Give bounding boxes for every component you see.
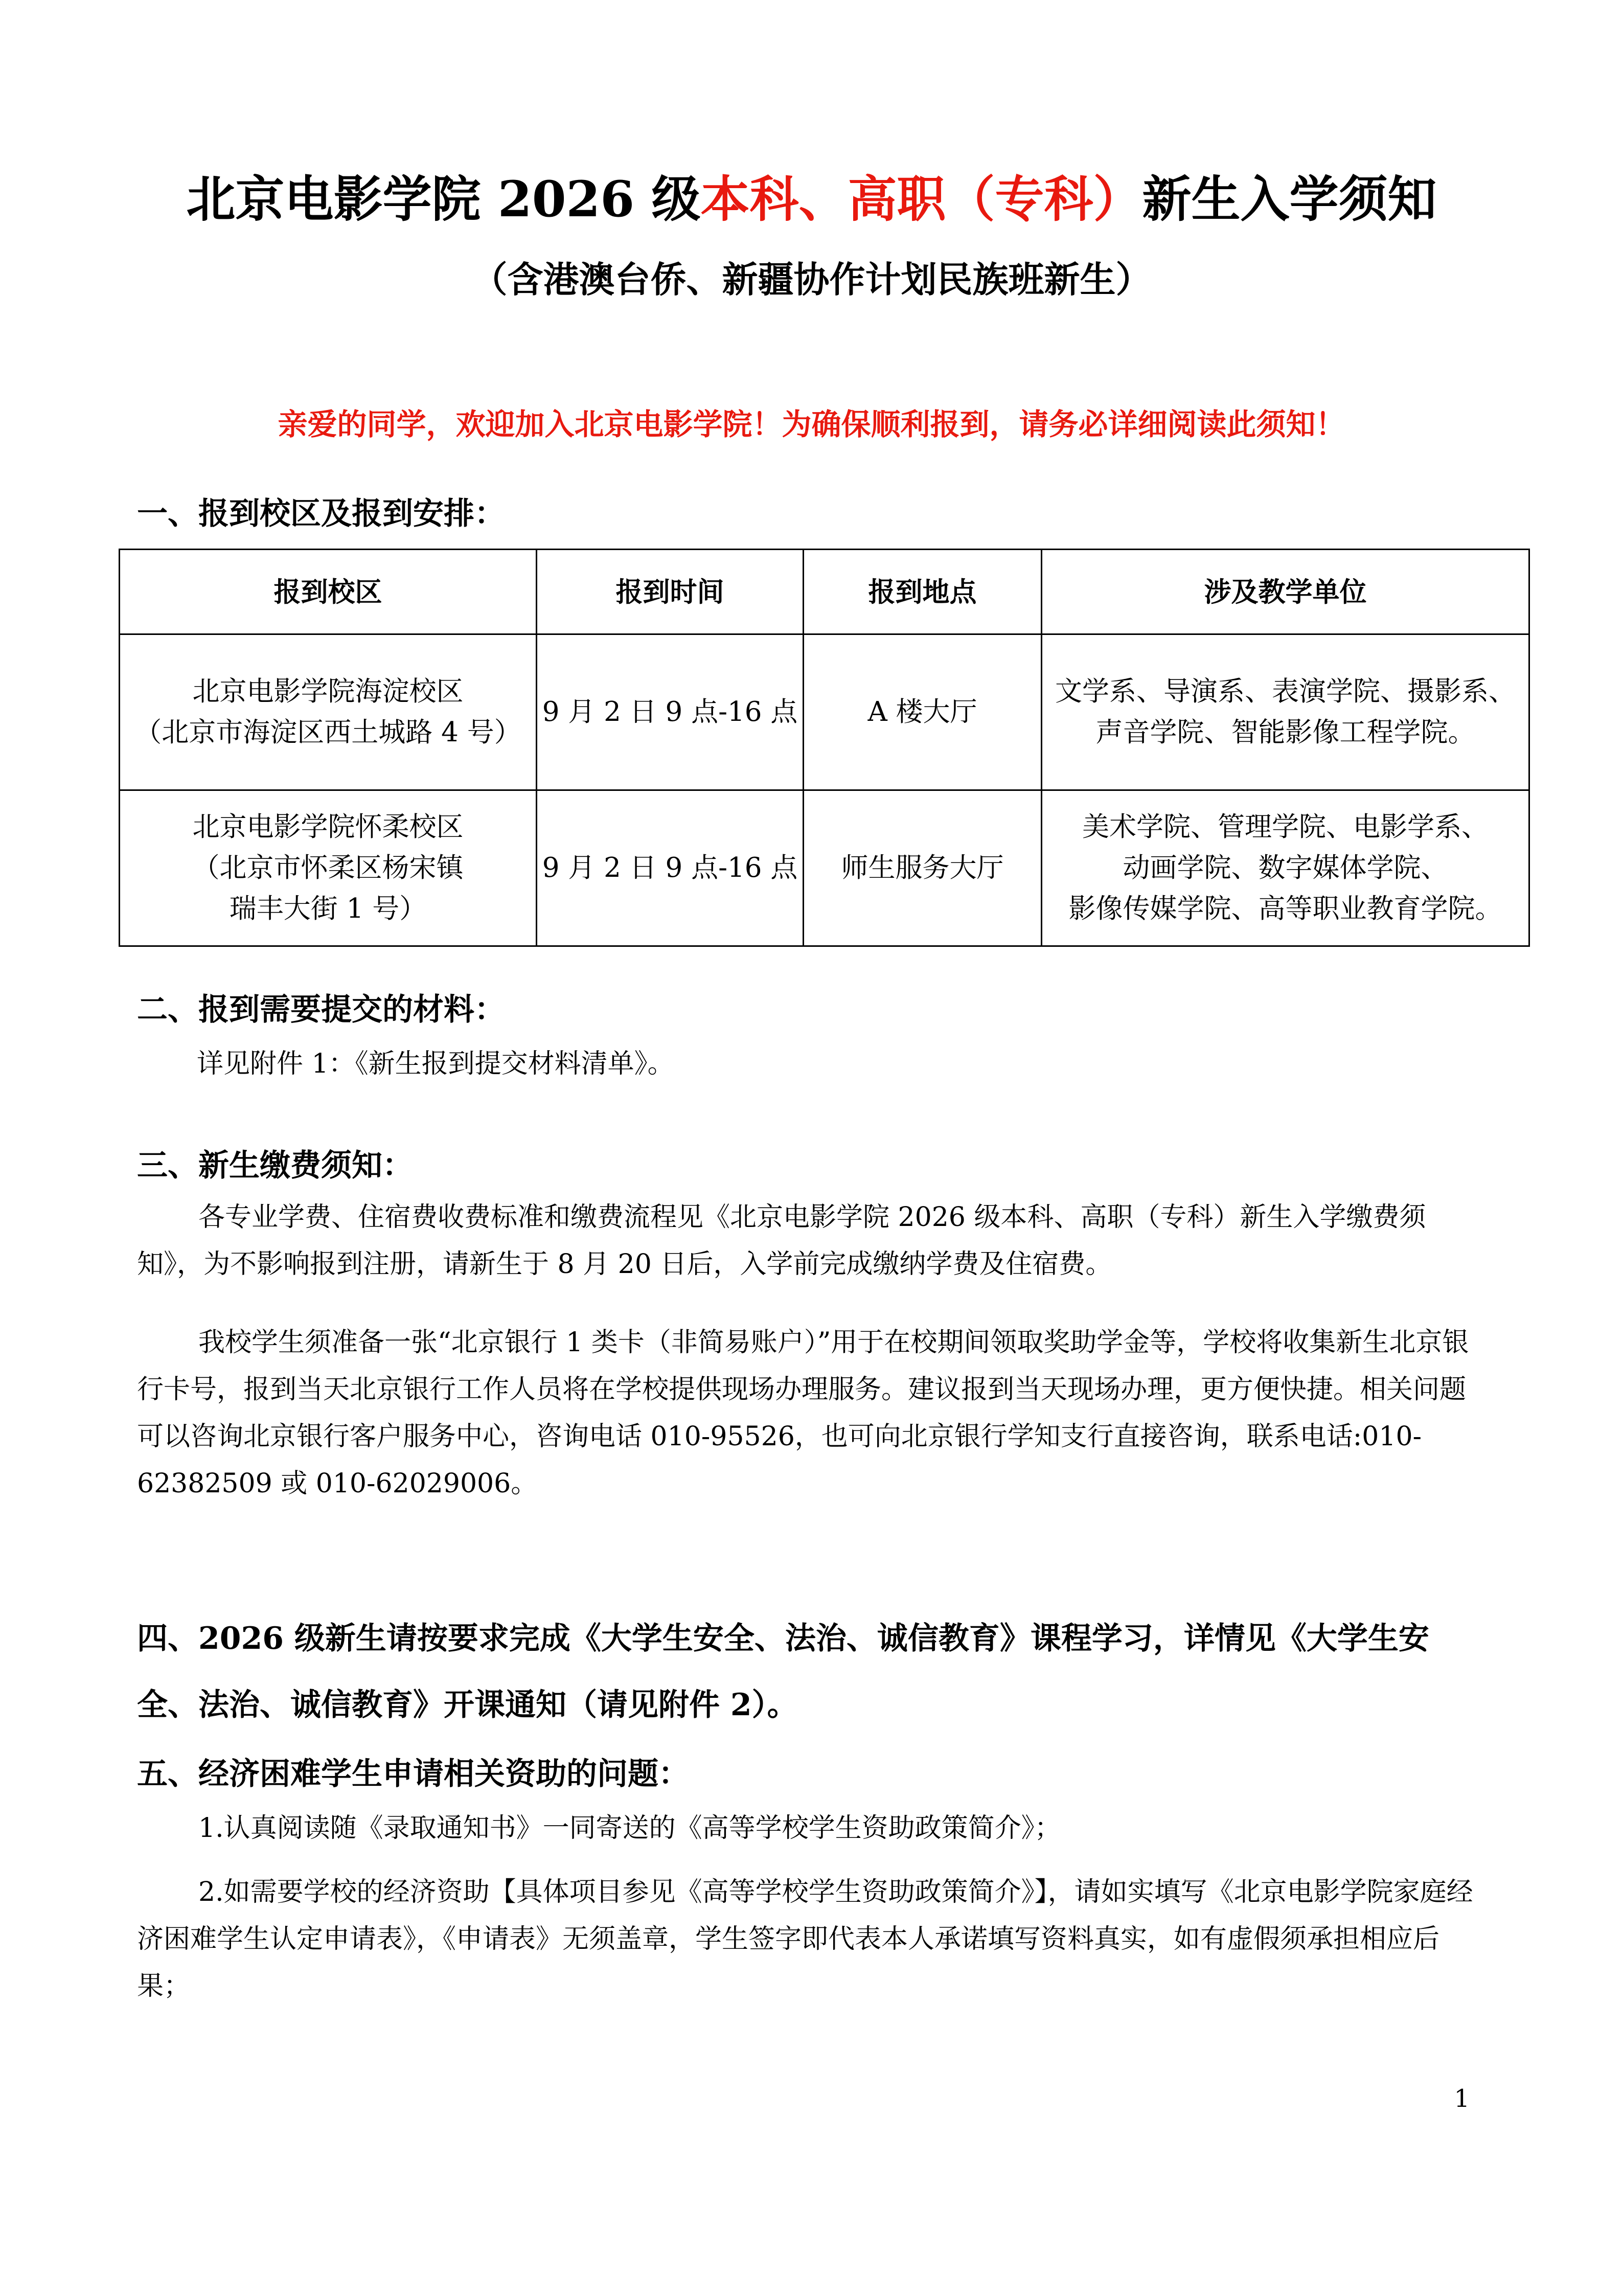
section3-paragraph: 各专业学费、住宿费收费标准和缴费流程见《北京电影学院 2026 级本科、高职（专科）新生入学缴费须知》，为不影响报到注册，请新生于 8 月 20 日后，入学前完成缴纳学费及住宿费。 [137, 1202, 1426, 1280]
units-cell [1042, 634, 1529, 790]
units-line: 文学系、导演系、表演学院、摄影系、 [1055, 676, 1516, 707]
units-line: 影像传媒学院、高等职业教育学院。 [1068, 893, 1502, 924]
units-line: 动画学院、数字媒体学院、 [1123, 852, 1448, 883]
document-subtitle: （含港澳台侨、新疆协作计划民族班新生） [471, 258, 1152, 301]
campus-cell [120, 634, 537, 790]
table-header-cell: 报到地点 [804, 550, 1042, 634]
page-number: 1 [1454, 2084, 1470, 2113]
section3-heading: 三、新生缴费须知： [137, 1148, 413, 1184]
welcome-notice: 亲爱的同学，欢迎加入北京电影学院！为确保顺利报到，请务必详细阅读此须知！ [278, 407, 1345, 442]
time-cell: 9 月 2 日 9 点-16 点 [537, 634, 804, 790]
title-part2: 新生入学须知 [1142, 170, 1437, 228]
campus-cell [120, 790, 537, 946]
units-cell [1042, 790, 1529, 946]
units-line: 声音学院、智能影像工程学院。 [1095, 717, 1475, 748]
location-cell: A 楼大厅 [804, 634, 1042, 790]
title-separator: 、 [798, 170, 848, 228]
section5-item: 1.认真阅读随《录取通知书》一同寄送的《高等学校学生资助政策简介》； [198, 1813, 1061, 1844]
campus-address: （北京市海淀区西土城路 4 号） [134, 717, 521, 748]
table-header-cell: 涉及教学单位 [1042, 550, 1529, 634]
section5-item: 2.如需要学校的经济资助【具体项目参见《高等学校学生资助政策简介》】，请如实填写《北京电影学院家庭经济困难学生认定申请表》，《申请表》无须盖章，学生签字即代表本人承诺填写资料真实，如有虚假须承担相应后果； [137, 1877, 1473, 2002]
units-line: 美术学院、管理学院、电影学系、 [1082, 811, 1489, 843]
time-cell: 9 月 2 日 9 点-16 点 [537, 790, 804, 946]
location-cell: 师生服务大厅 [804, 790, 1042, 946]
table-row [120, 634, 1529, 790]
title-red-undergrad: 本科 [700, 170, 799, 228]
title-part1: 北京电影学院 2026 级 [186, 170, 701, 228]
table-row [120, 790, 1529, 946]
campus-address: （北京市怀柔区杨宋镇 [192, 852, 464, 883]
section4-text: 四、2026 级新生请按要求完成《大学生安全、法治、诚信教育》课程学习，详情见《大学生安全、法治、诚信教育》开课通知（请见附件 2）。 [137, 1621, 1429, 1723]
section3-paragraph: 我校学生须准备一张“北京银行 1 类卡（非简易账户）”用于在校期间领取奖助学金等，学校将收集新生北京银行卡号，报到当天北京银行工作人员将在学校提供现场办理服务。建议报到当天现场办理，更方便快捷。相关问题可以咨询北京银行客户服务中心，咨询电话 010-95526，也可向北京银行学知支行直接咨询，联系电话:010-62382509 或 010-62029006。 [137, 1327, 1469, 1499]
document-title [0, 166, 1623, 233]
campus-name: 北京电影学院怀柔校区 [192, 811, 464, 843]
section5-heading: 五、经济困难学生申请相关资助的问题： [137, 1756, 689, 1792]
campus-name: 北京电影学院海淀校区 [192, 676, 464, 707]
table-header-cell: 报到时间 [537, 550, 804, 634]
title-red-vocational: 高职（专科） [848, 170, 1142, 228]
section1-heading: 一、报到校区及报到安排： [137, 496, 505, 532]
table-header-cell: 报到校区 [120, 550, 537, 634]
table-header-row [120, 550, 1529, 634]
registration-table [119, 549, 1530, 947]
section2-heading: 二、报到需要提交的材料： [137, 992, 505, 1028]
campus-address: 瑞丰大街 1 号） [229, 893, 427, 924]
section2-text: 详见附件 1：《新生报到提交材料清单》。 [197, 1049, 674, 1079]
